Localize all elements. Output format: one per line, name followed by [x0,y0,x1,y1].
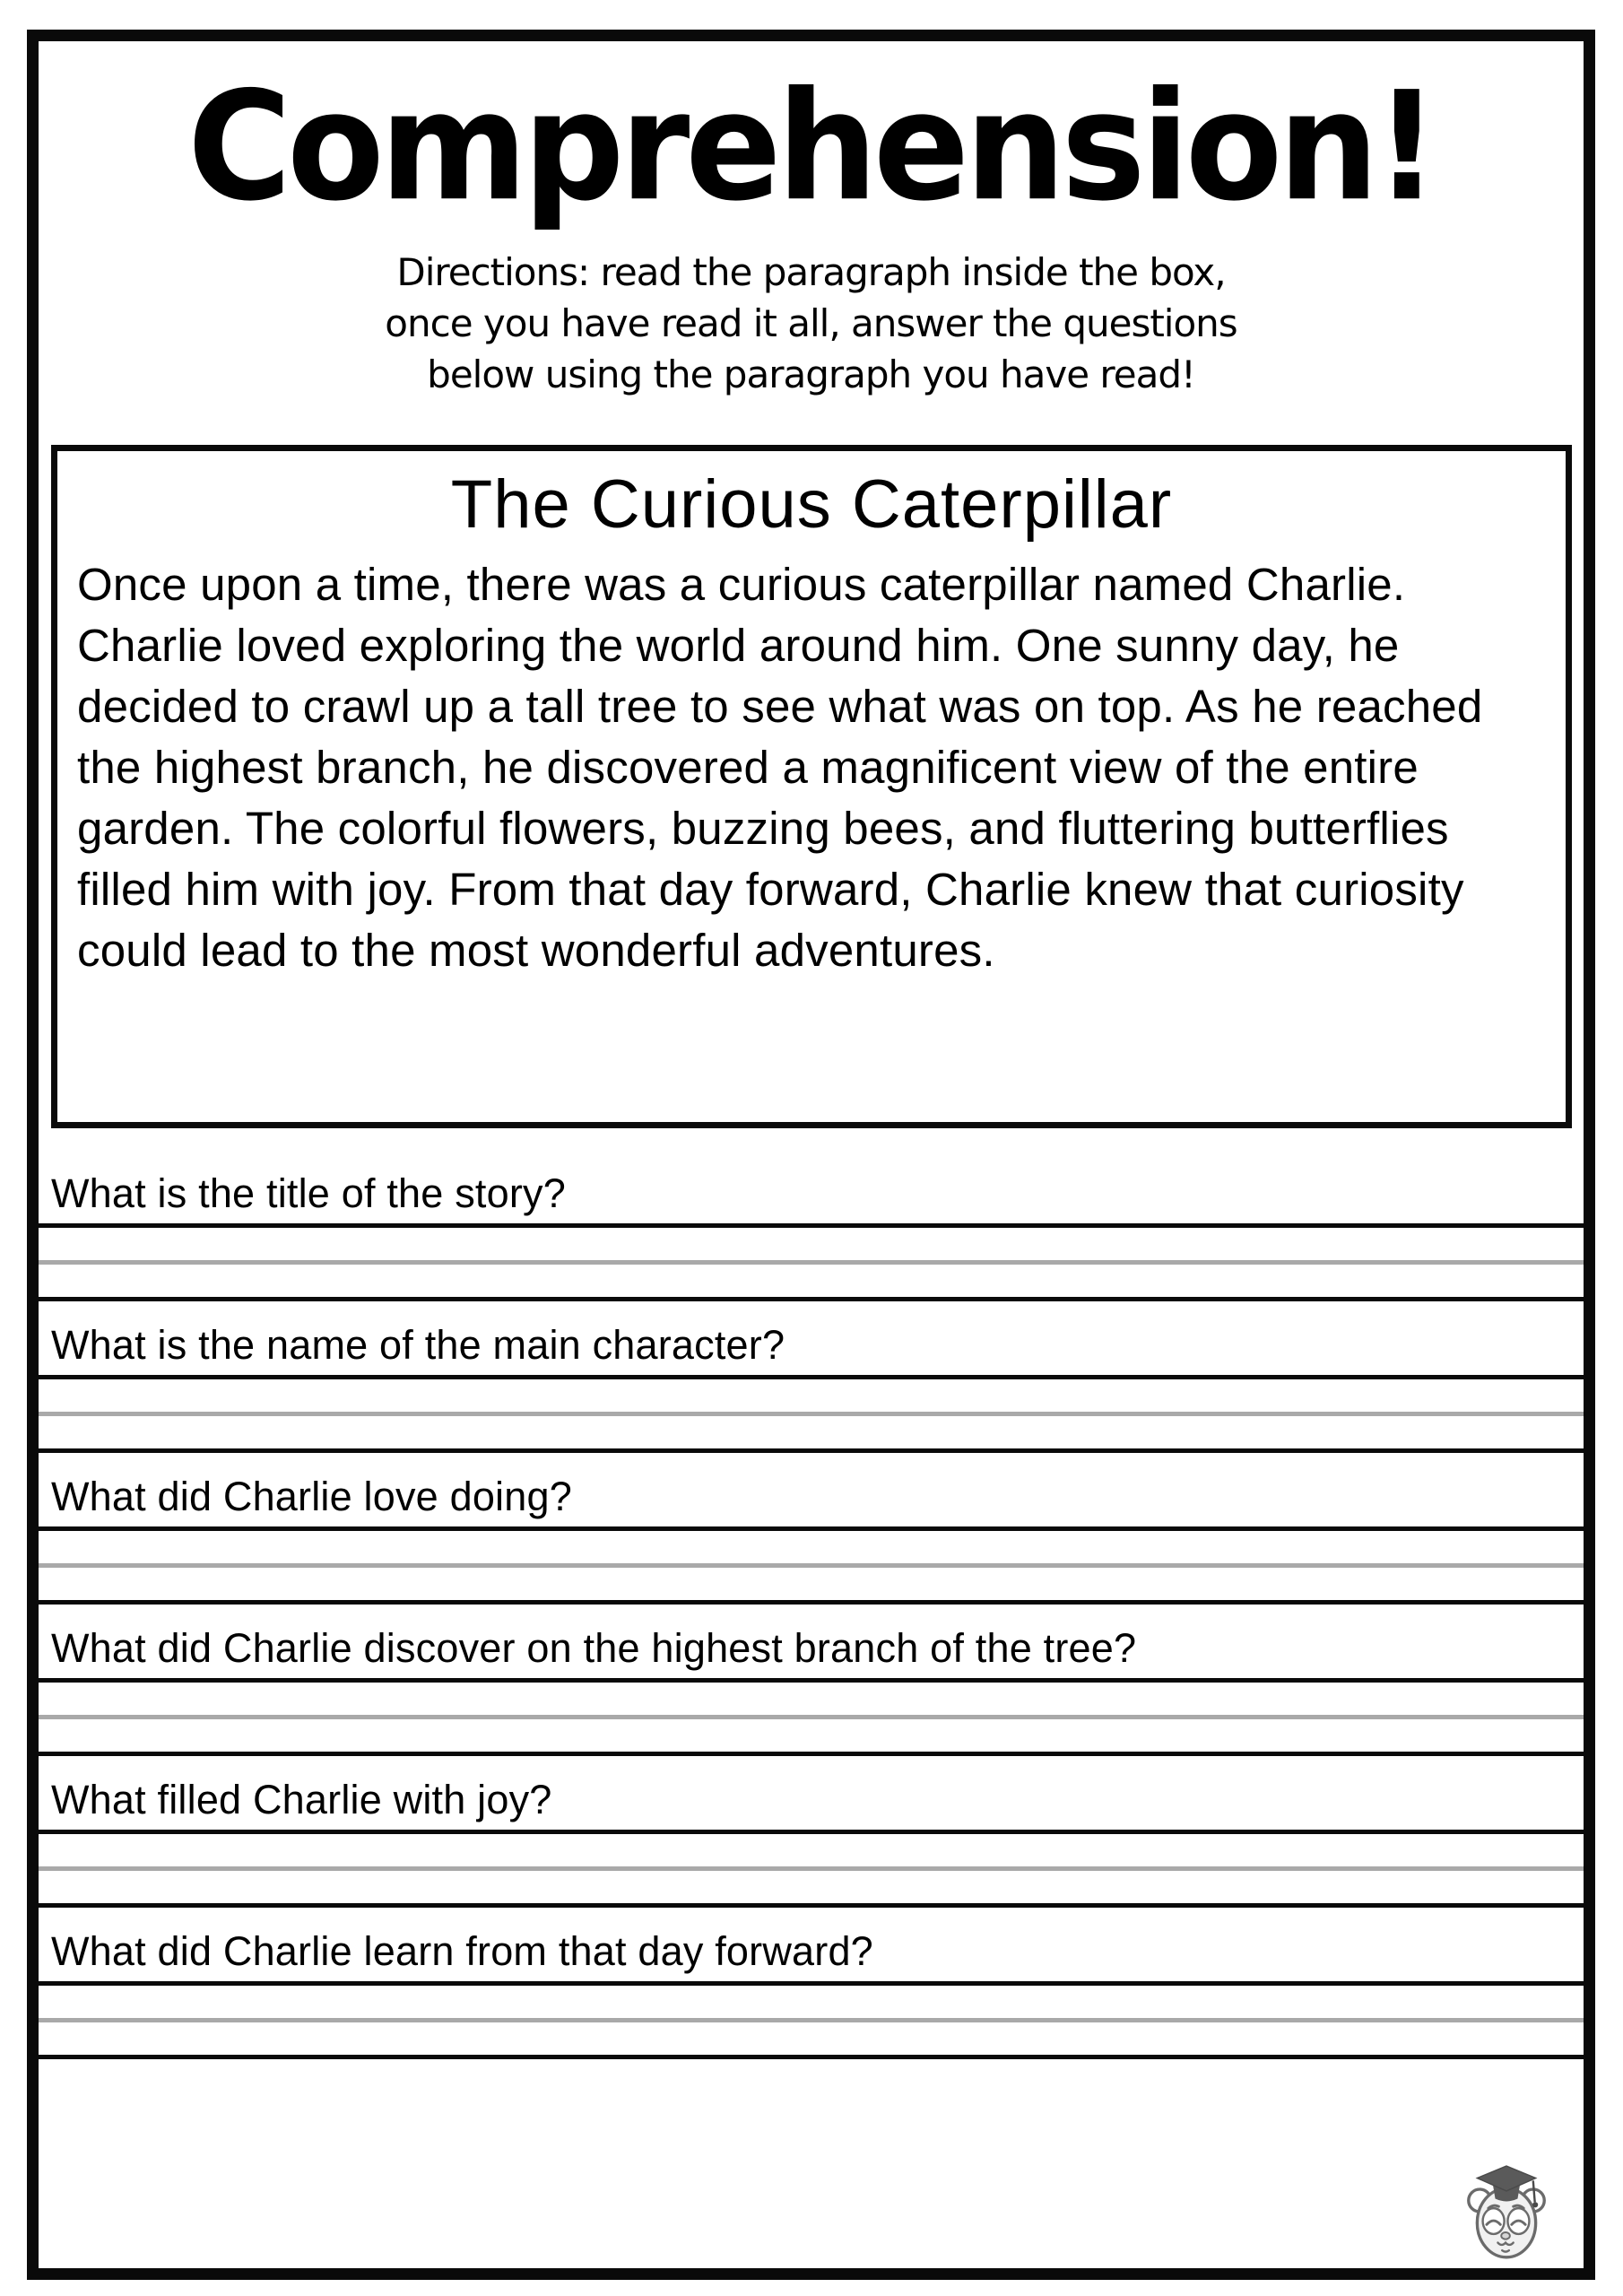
answer-line-gray [39,1715,1584,1719]
answer-line-black [39,1297,1584,1301]
answer-line-gray [39,1412,1584,1416]
answer-line-black [39,2055,1584,2059]
question-text-3: What did Charlie love doing? [39,1473,1584,1531]
question-block-4 [39,1624,1584,1756]
question-text-2: What is the name of the main character? [39,1321,1584,1379]
question-text-4: What did Charlie discover on the highest branch of the tree? [39,1624,1584,1683]
mascot-nose [1501,2232,1510,2239]
answer-line-gray [39,1260,1584,1265]
worksheet-page-frame [27,30,1595,2280]
story-paragraph: Once upon a time, there was a curious caterpillar named Charlie. Charlie loved exploring the world around him. One sunny day, he decided to crawl up a tall tree to see what was on top. As he reached the highest branch, he discovered a magnificent view of the entire garden. The colorful flowers, buzzing bees, and fluttering butterflies filled him with joy. From that day forward, Charlie knew that curiosity could lead to the most wonderful adventures. [77,559,1483,977]
story-box [51,445,1572,1128]
worksheet-title: Comprehension! [187,59,1435,235]
question-text-6: What did Charlie learn from that day forward? [39,1927,1584,1986]
question-text-1: What is the title of the story? [39,1170,1584,1228]
answer-line-black [39,1600,1584,1605]
question-block-3 [39,1473,1584,1605]
answer-line-black [39,1752,1584,1756]
answer-line-gray [39,2018,1584,2022]
graduate-panda-icon [1463,2162,1549,2259]
question-text-5: What filled Charlie with joy? [39,1776,1584,1834]
question-block-5 [39,1776,1584,1908]
question-block-2 [39,1321,1584,1453]
answer-line-black [39,1448,1584,1453]
question-block-1 [39,1170,1584,1301]
directions-line-2: once you have read it all, answer the questions [385,301,1237,346]
questions-section [39,1170,1584,2059]
answer-line-gray [39,1563,1584,1568]
directions-line-1: Directions: read the paragraph inside the box, [396,250,1226,295]
answer-line-gray [39,1866,1584,1871]
answer-line-black [39,1903,1584,1908]
story-title: The Curious Caterpillar [450,466,1173,544]
directions-text [39,247,1584,400]
question-block-6 [39,1927,1584,2059]
directions-line-3: below using the paragraph you have read! [427,352,1195,397]
